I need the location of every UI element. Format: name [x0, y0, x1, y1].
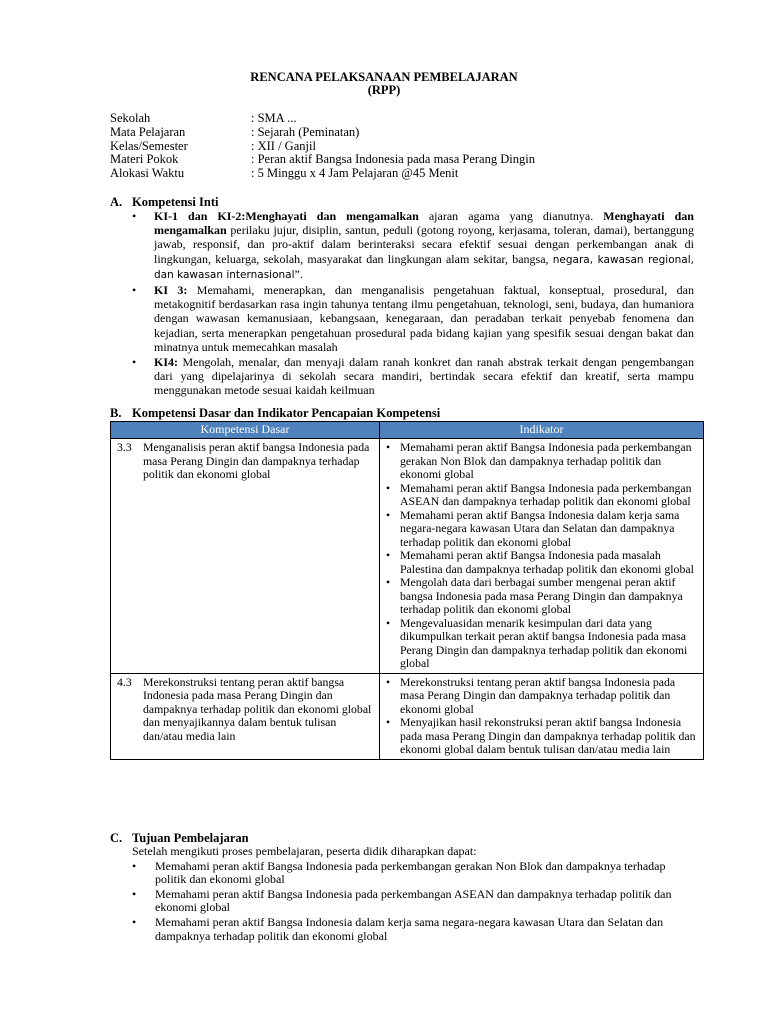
list-item: [132, 888, 698, 915]
tujuan-text: Memahami peran aktif Bangsa Indonesia pada perkembangan gerakan Non Blok dan dampaknya terhadap politik dan ekonomi global: [155, 858, 666, 887]
list-item: [386, 549, 699, 576]
ki1-item: [130, 209, 694, 282]
meta-value: : SMA ...: [251, 111, 297, 125]
meta-value: : Sejarah (Peminatan): [251, 124, 360, 139]
indikator-text: Memahami peran aktif Bangsa Indonesia dalam kerja sama negara-negara kawasan Utara dan Selatan dan dampaknya terhadap politik dan ekonomi global: [400, 507, 680, 549]
meta-label: Sekolah: [110, 111, 151, 125]
column-header-kompetensi-dasar: Kompetensi Dasar: [111, 422, 380, 439]
column-header-indikator: Indikator: [380, 422, 704, 439]
indikator-text: Mengolah data dari berbagai sumber mengenai peran aktif bangsa Indonesia pada masa Perang Dingin dan dampaknya terhadap politik dan ekonomi global: [400, 575, 683, 616]
meta-row-alokasi-waktu: [110, 167, 535, 181]
bullet-icon: •: [386, 480, 391, 495]
bullet-icon: •: [386, 575, 391, 589]
section-letter: B.: [110, 406, 122, 420]
ki1-text: ajaran agama yang dianutnya.: [418, 209, 604, 223]
section-title: Kompetensi Inti: [132, 195, 219, 209]
bullet-icon: •: [132, 283, 137, 298]
section-a-heading: [110, 195, 218, 210]
indikator-text: Memahami peran aktif Bangsa Indonesia pada perkembangan ASEAN dan dampaknya terhadap politik dan ekonomi global: [400, 480, 692, 508]
kd-text: Menganalisis peran aktif bangsa Indonesia pada masa Perang Dingin dan dampaknya terhadap politik dan ekonomi global: [143, 440, 370, 481]
document-title: RENCANA PELAKSANAAN PEMBELAJARAN: [250, 70, 518, 84]
meta-value: : Peran aktif Bangsa Indonesia pada masa Perang Dingin: [251, 152, 535, 167]
list-item: [386, 441, 699, 482]
bullet-icon: •: [132, 355, 137, 370]
document-subtitle: (RPP): [367, 83, 401, 97]
indikator-text: Memahami peran aktif Bangsa Indonesia pada masalah Palestina dan dampaknya terhadap politik dan ekonomi global: [400, 548, 694, 576]
kd-cell: [111, 439, 380, 674]
meta-value: : XII / Ganjil: [251, 138, 316, 153]
kd-cell: [111, 673, 380, 759]
indikator-text: Memahami peran aktif Bangsa Indonesia pada perkembangan gerakan Non Blok dan dampaknya terhadap politik dan ekonomi global: [400, 440, 692, 481]
bullet-icon: •: [132, 886, 137, 901]
tujuan-text: Memahami peran aktif Bangsa Indonesia dalam kerja sama negara-negara kawasan Utara dan Selatan dan dampaknya terhadap politik dan ekonomi global: [155, 914, 664, 943]
meta-row-mata-pelajaran: [110, 126, 535, 140]
ki3-bold-lead: KI 3:: [154, 283, 188, 298]
ki4-text: Mengolah, menalar, dan menyaji dalam ranah konkret dan ranah abstrak terkait dengan pengembangan dari yang dipelajarinya di sekolah secara mandiri, bertindak secara efektif dan kreatif, serta mampu menggunakan metode sesuai kaidah keilmuan: [154, 355, 694, 398]
tujuan-text: Memahami peran aktif Bangsa Indonesia pada perkembangan ASEAN dan dampaknya terhadap politik dan ekonomi global: [155, 886, 672, 915]
ki1-bold-second: Menghayati dan mengamalkan: [154, 209, 694, 238]
list-item: [386, 617, 699, 671]
indikator-cell: [380, 439, 704, 674]
tujuan-intro: Setelah mengikuti proses pembelajaran, peserta didik diharapkan dapat:: [132, 844, 477, 858]
tujuan-list: [132, 845, 698, 943]
ki3-text: Memahami, menerapkan, dan menganalisis pengetahuan faktual, konseptual, prosedural, dan metakognitif berdasarkan rasa ingin tahunya tentang ilmu pengetahuan, teknologi, seni, budaya, dan humaniora dengan wawasan kemanusiaan, kebangsaan, kenegaraan, dan peradaban terkait penyebab fenomena dan kejadian, serta menerapkan pengetahuan prosedural pada bidang kajian yang spesifik sesuai dengan bakat dan minatnya untuk memecahkan masalah: [154, 283, 695, 354]
kompetensi-inti-list: [130, 209, 694, 399]
bullet-icon: •: [132, 914, 137, 929]
table-header-row: [111, 422, 704, 439]
meta-label: Kelas/Semester: [110, 138, 188, 153]
section-title: Kompetensi Dasar dan Indikator Pencapaian Kompetensi: [132, 406, 441, 420]
ki3-item: [130, 283, 694, 354]
table-row: [111, 439, 704, 674]
kd-number: 4.3: [117, 674, 132, 689]
ki1-end: ”.: [294, 266, 303, 281]
kd-number: 3.3: [117, 440, 132, 454]
ki1-bold-lead: KI-1 dan KI-2:Menghayati dan mengamalkan: [154, 209, 419, 223]
list-item: [132, 916, 698, 943]
bullet-icon: •: [386, 674, 391, 689]
meta-row-kelas-semester: [110, 140, 535, 154]
section-letter: A.: [110, 195, 123, 209]
identity-block: [110, 112, 535, 181]
indikator-cell: [380, 673, 704, 759]
bullet-icon: •: [386, 615, 391, 630]
section-title: Tujuan Pembelajaran: [132, 831, 249, 845]
list-item: [386, 509, 699, 550]
meta-label: Alokasi Waktu: [110, 166, 185, 181]
bullet-icon: •: [386, 548, 391, 562]
meta-row-sekolah: [110, 112, 535, 126]
table-row: [111, 673, 704, 759]
meta-label: Mata Pelajaran: [110, 124, 186, 139]
meta-label: Materi Pokok: [110, 152, 179, 167]
meta-row-materi-pokok: [110, 153, 535, 167]
list-item: [386, 576, 699, 617]
list-item: [386, 482, 699, 509]
ki1-text-cont: perilaku jujur, disiplin, santun, peduli (gotong royong, kerjasama, toleran, damai), bertanggung jawab, responsif, dan pro-aktif dalam berinteraksi secara efektif sesuai dengan perkembangan anak di lingkungan, keluarga, sekolah, masyarakat dan lingkungan alam sekitar, bangsa,: [154, 223, 694, 266]
indikator-text: Mengevaluasidan menarik kesimpulan dari data yang dikumpulkan terkait peran aktif bangsa Indonesia pada masa Perang Dingin dan dampaknya terhadap politik dan ekonomi global: [400, 615, 688, 670]
section-letter: C.: [110, 831, 123, 845]
list-item: [132, 860, 698, 887]
bullet-icon: •: [386, 440, 391, 454]
kompetensi-table: [110, 421, 704, 760]
bullet-icon: •: [132, 209, 137, 223]
indikator-text: Merekonstruksi tentang peran aktif bangsa Indonesia pada masa Perang Dingin dan dampaknya terhadap politik dan ekonomi global: [400, 674, 676, 716]
list-item: [386, 676, 699, 717]
ki4-item: [130, 355, 694, 398]
bullet-icon: •: [386, 715, 391, 729]
indikator-text: Menyajikan hasil rekonstruksi peran aktif bangsa Indonesia pada masa Perang Dingin dan dampaknya terhadap politik dan ekonomi global dalam bentuk tulisan dan/atau media lain: [400, 715, 696, 756]
kd-text: Merekonstruksi tentang peran aktif bangsa Indonesia pada masa Perang Dingin dan dampaknya terhadap politik dan ekonomi global dan menyajikannya dalam bentuk tulisan dan/atau media lain: [143, 674, 372, 743]
ki4-bold-lead: KI4:: [154, 355, 178, 370]
ki1-handwritten-text: negara, kawasan regional, dan kawasan internasional: [154, 253, 694, 281]
section-b-heading: [110, 406, 440, 421]
bullet-icon: •: [132, 858, 137, 873]
meta-value: : 5 Minggu x 4 Jam Pelajaran @45 Menit: [251, 166, 459, 181]
bullet-icon: •: [386, 507, 391, 522]
list-item: [386, 716, 699, 757]
